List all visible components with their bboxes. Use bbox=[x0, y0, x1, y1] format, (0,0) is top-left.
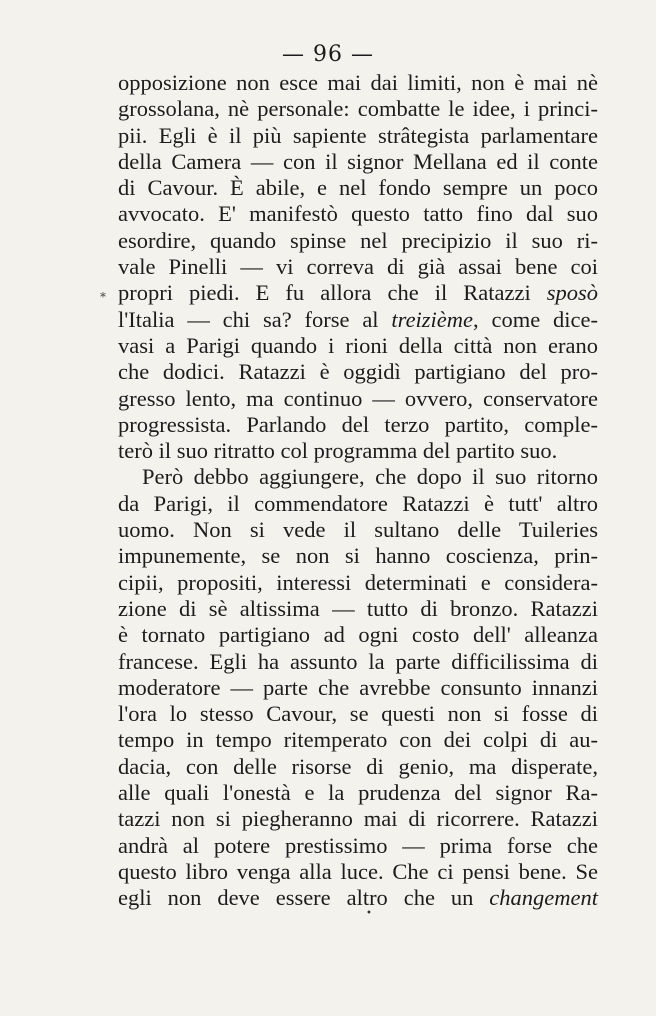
text-segment: da Parigi, il commendatore Ratazzi è tutt' altro bbox=[118, 490, 598, 516]
text-segment: avvocato. E' manifestò questo tatto fino dal suo bbox=[118, 201, 598, 227]
italic-text: changement bbox=[489, 885, 598, 911]
text-line bbox=[118, 96, 598, 122]
text-segment: propri piedi. E fu allora che il Ratazzi bbox=[118, 280, 547, 306]
text-segment: questo libro venga alla luce. Che ci pensi bene. Se bbox=[118, 858, 598, 884]
text-segment: gresso lento, ma continuo — ovvero, conservatore bbox=[118, 385, 598, 411]
text-line bbox=[118, 123, 598, 149]
text-segment: esordire, quando spinse nel precipizio il suo ri- bbox=[118, 227, 598, 253]
text-line bbox=[118, 491, 598, 517]
text-segment: cipii, propositi, interessi determinati e considera- bbox=[118, 569, 598, 595]
text-segment: è tornato partigiano ad ogni costo dell' alleanza bbox=[118, 622, 598, 648]
text-line bbox=[118, 701, 598, 727]
text-segment: moderatore — parte che avrebbe consunto innanzi bbox=[118, 674, 598, 700]
text-segment: l'ora lo stesso Cavour, se questi non si fosse di bbox=[118, 701, 598, 727]
text-line bbox=[118, 780, 598, 806]
text-segment: pii. Egli è il più sapiente strâtegista parlamentare bbox=[118, 122, 598, 148]
text-segment: alle quali l'onestà e la prudenza del signor Ra- bbox=[118, 780, 598, 806]
text-segment: della Camera — con il signor Mellana ed il conte bbox=[118, 148, 598, 174]
text-line bbox=[118, 228, 598, 254]
text-segment: di Cavour. È abile, e nel fondo sempre un poco bbox=[118, 175, 598, 201]
text-segment: tempo in tempo ritemperato con dei colpi di au- bbox=[118, 727, 598, 753]
text-line bbox=[118, 70, 598, 96]
text-segment: progressista. Parlando del terzo partito, comple- bbox=[118, 411, 598, 437]
text-segment: che dodici. Ratazzi è oggidì partigiano del pro- bbox=[118, 359, 598, 385]
text-line bbox=[118, 307, 598, 333]
text-line bbox=[118, 675, 598, 701]
text-segment: vale Pinelli — vi correva di già assai bene coi bbox=[118, 254, 598, 280]
text-line bbox=[118, 464, 598, 490]
text-line bbox=[118, 517, 598, 543]
text-line bbox=[118, 885, 598, 911]
italic-text: sposò bbox=[546, 280, 598, 306]
text-segment: uomo. Non si vede il sultano delle Tuileries bbox=[118, 517, 598, 543]
italic-text: treizième bbox=[391, 306, 474, 332]
text-segment: Però debbo aggiungere, che dopo il suo ritorno bbox=[142, 464, 598, 490]
page-number: — 96 — bbox=[282, 42, 374, 67]
text-line bbox=[118, 833, 598, 859]
text-line bbox=[118, 386, 598, 412]
text-line bbox=[118, 727, 598, 753]
text-line bbox=[118, 806, 598, 832]
text-line bbox=[118, 622, 598, 648]
text-segment: , come dice- bbox=[473, 306, 598, 332]
text-segment: opposizione non esce mai dai limiti, non è mai nè bbox=[118, 70, 598, 95]
text-line bbox=[118, 570, 598, 596]
body-text bbox=[118, 70, 598, 912]
text-line bbox=[118, 359, 598, 385]
text-segment: l'Italia — chi sa? forse al bbox=[118, 306, 392, 332]
text-line bbox=[118, 333, 598, 359]
text-segment: grossolana, nè personale: combatte le idee, i princi- bbox=[118, 96, 598, 122]
text-line bbox=[118, 280, 598, 306]
text-segment: zione di sè altissima — tutto di bronzo. Ratazzi bbox=[118, 595, 598, 621]
text-segment: egli non deve essere altro che un bbox=[118, 885, 490, 911]
text-line bbox=[118, 754, 598, 780]
ink-dot: • bbox=[366, 908, 372, 919]
text-line bbox=[118, 859, 598, 885]
text-line bbox=[118, 596, 598, 622]
text-line bbox=[118, 412, 598, 438]
margin-mark: * bbox=[100, 290, 106, 304]
text-segment: impunemente, se non si hanno coscienza, prin- bbox=[118, 543, 598, 569]
text-line bbox=[118, 149, 598, 175]
text-segment: francese. Egli ha assunto la parte difficilissima di bbox=[118, 648, 598, 674]
text-line bbox=[118, 201, 598, 227]
text-segment: vasi a Parigi quando i rioni della città non erano bbox=[118, 332, 598, 358]
text-line bbox=[118, 438, 598, 464]
text-segment: terò il suo ritratto col programma del partito suo. bbox=[118, 438, 558, 464]
text-segment: tazzi non si piegheranno mai di ricorrere. Ratazzi bbox=[118, 806, 598, 832]
text-line bbox=[118, 254, 598, 280]
text-segment: dacia, con delle risorse di genio, ma disperate, bbox=[118, 753, 598, 779]
text-line bbox=[118, 543, 598, 569]
text-line bbox=[118, 175, 598, 201]
text-line bbox=[118, 649, 598, 675]
text-segment: andrà al potere prestissimo — prima forse che bbox=[118, 832, 598, 858]
